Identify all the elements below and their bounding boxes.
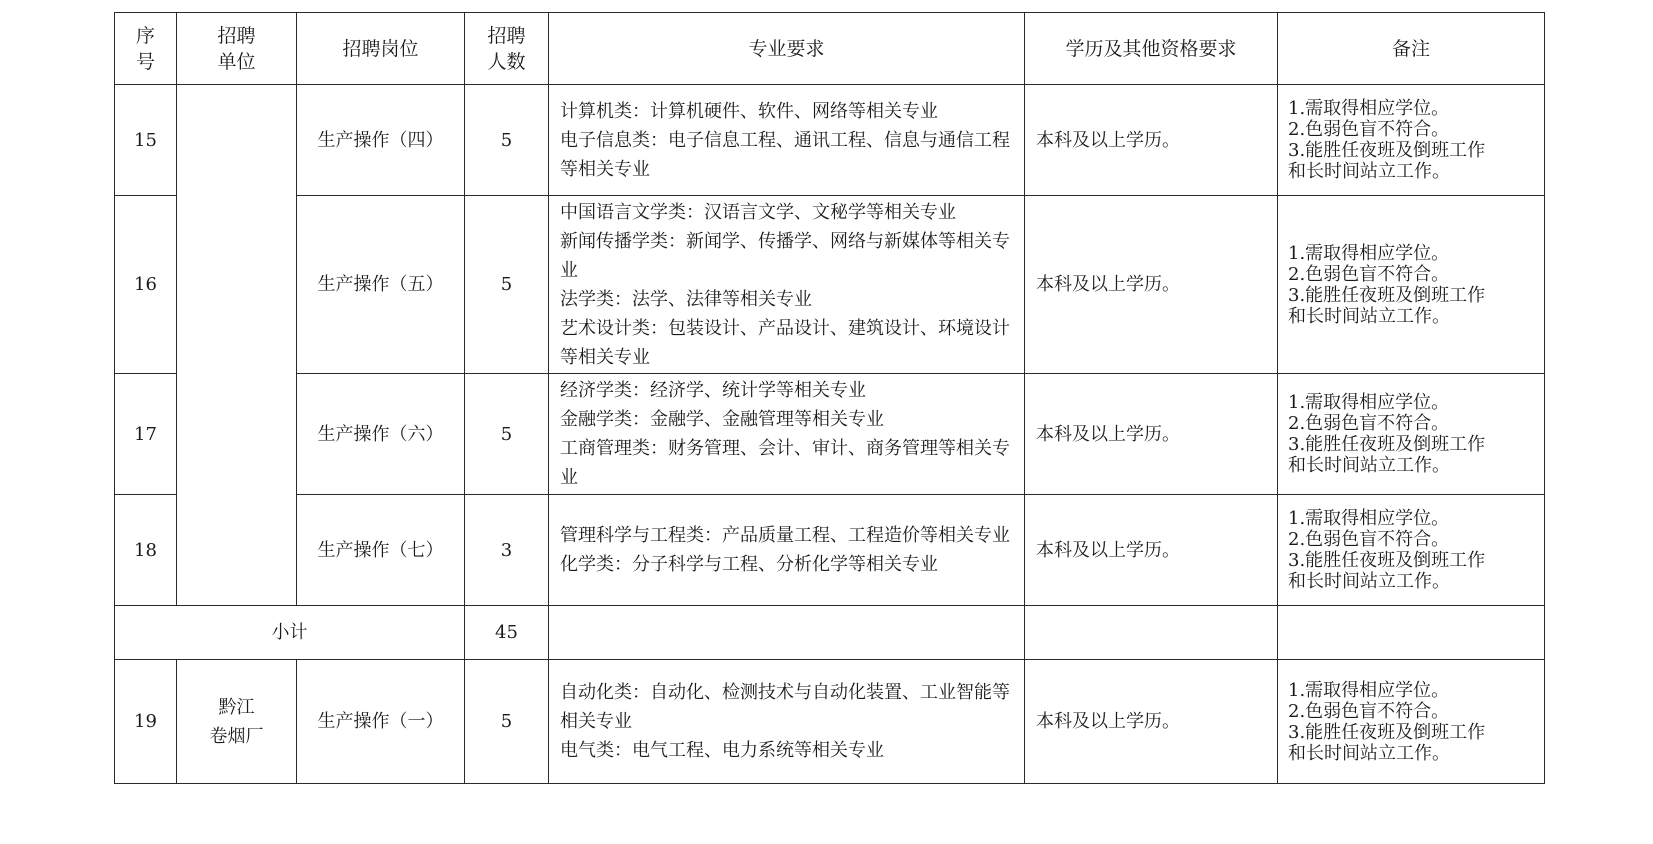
row-seq: 17 [115,374,177,495]
row-position: 生产操作（五） [297,196,465,374]
table-row [115,196,1545,374]
row-position: 生产操作（七） [297,495,465,606]
row-edu: 本科及以上学历。 [1025,495,1278,606]
subtotal-empty-edu [1025,606,1278,660]
row-edu: 本科及以上学历。 [1025,85,1278,196]
subtotal-empty-note [1278,606,1545,660]
row-count: 5 [465,660,549,784]
row-note: 1.需取得相应学位。 2.色弱色盲不符合。 3.能胜任夜班及倒班工作 和长时间站立工作。 [1278,660,1545,784]
row-seq: 15 [115,85,177,196]
row-edu: 本科及以上学历。 [1025,660,1278,784]
row-unit: 黔江 卷烟厂 [177,660,297,784]
header-count: 招聘 人数 [465,13,549,85]
row-major: 中国语言文学类：汉语言文学、文秘学等相关专业 新闻传播学类：新闻学、传播学、网络与新媒体等相关专业 法学类：法学、法律等相关专业 艺术设计类：包装设计、产品设计、建筑设计、环境设计等相关专业 [549,196,1025,374]
row-seq: 18 [115,495,177,606]
row-unit-empty [177,85,297,606]
row-count: 5 [465,85,549,196]
subtotal-empty-major [549,606,1025,660]
row-position: 生产操作（四） [297,85,465,196]
row-note: 1.需取得相应学位。 2.色弱色盲不符合。 3.能胜任夜班及倒班工作 和长时间站立工作。 [1278,196,1545,374]
row-note: 1.需取得相应学位。 2.色弱色盲不符合。 3.能胜任夜班及倒班工作 和长时间站立工作。 [1278,85,1545,196]
table-row [115,495,1545,606]
row-major: 管理科学与工程类：产品质量工程、工程造价等相关专业 化学类：分子科学与工程、分析化学等相关专业 [549,495,1025,606]
header-note: 备注 [1278,13,1545,85]
header-unit: 招聘 单位 [177,13,297,85]
subtotal-label: 小计 [115,606,465,660]
table-row [115,374,1545,495]
row-count: 3 [465,495,549,606]
table-row [115,85,1545,196]
row-major: 自动化类：自动化、检测技术与自动化装置、工业智能等相关专业 电气类：电气工程、电力系统等相关专业 [549,660,1025,784]
subtotal-count: 45 [465,606,549,660]
row-edu: 本科及以上学历。 [1025,374,1278,495]
row-major: 经济学类：经济学、统计学等相关专业 金融学类：金融学、金融管理等相关专业 工商管理类：财务管理、会计、审计、商务管理等相关专业 [549,374,1025,495]
table-row [115,660,1545,784]
row-position: 生产操作（一） [297,660,465,784]
row-seq: 19 [115,660,177,784]
subtotal-row [115,606,1545,660]
header-row [115,13,1545,85]
row-position: 生产操作（六） [297,374,465,495]
recruitment-table [114,12,1545,784]
row-seq: 16 [115,196,177,374]
header-major: 专业要求 [549,13,1025,85]
row-count: 5 [465,374,549,495]
header-seq: 序 号 [115,13,177,85]
row-note: 1.需取得相应学位。 2.色弱色盲不符合。 3.能胜任夜班及倒班工作 和长时间站立工作。 [1278,495,1545,606]
row-major: 计算机类：计算机硬件、软件、网络等相关专业 电子信息类：电子信息工程、通讯工程、信息与通信工程等相关专业 [549,85,1025,196]
header-position: 招聘岗位 [297,13,465,85]
header-edu: 学历及其他资格要求 [1025,13,1278,85]
row-count: 5 [465,196,549,374]
row-edu: 本科及以上学历。 [1025,196,1278,374]
row-note: 1.需取得相应学位。 2.色弱色盲不符合。 3.能胜任夜班及倒班工作 和长时间站立工作。 [1278,374,1545,495]
